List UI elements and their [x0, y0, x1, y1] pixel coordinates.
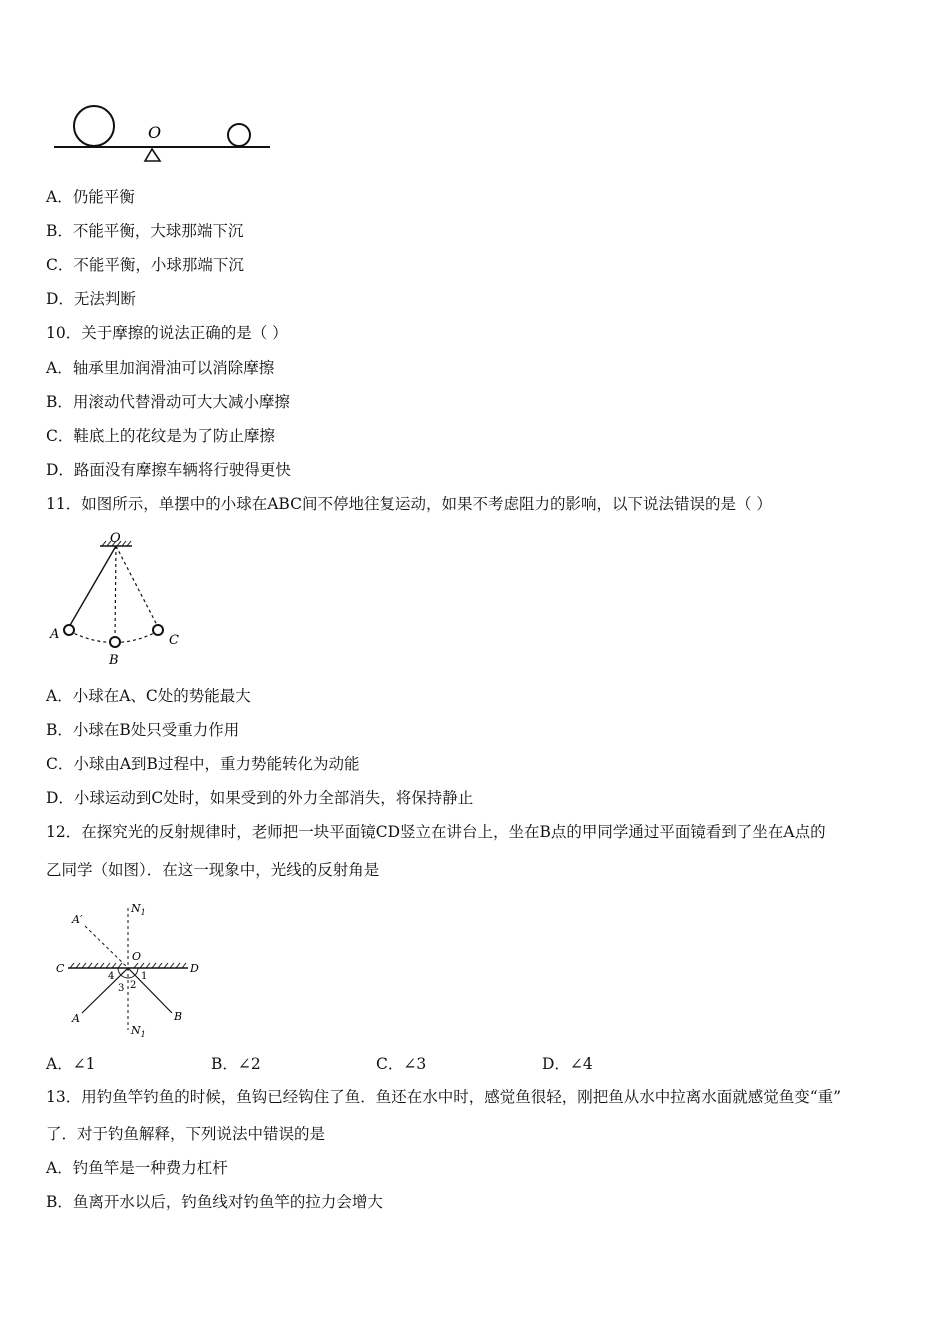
q10-option-b: B．用滚动代替滑动可大大减小摩擦: [46, 393, 290, 411]
pendulum-label-o: O: [110, 531, 121, 546]
pendulum-label-b: B: [109, 653, 119, 668]
string-to-c: [116, 546, 158, 627]
pivot-triangle: [145, 149, 160, 161]
label-n1-top: $N_1$: [131, 902, 146, 917]
big-ball: [74, 106, 114, 146]
q10-option-d: D．路面没有摩擦车辆将行驶得更快: [46, 461, 291, 479]
q11-option-b: B．小球在B处只受重力作用: [46, 721, 240, 739]
q10-option-c: C．鞋底上的花纹是为了防止摩擦: [46, 427, 275, 445]
reflection-figure: [50, 898, 210, 1043]
label-a-prime: A′: [72, 913, 83, 926]
q13-stem-line2: 了．对于钓鱼解释，下列说法中错误的是: [46, 1125, 326, 1143]
string-to-a: [69, 546, 116, 627]
q12-option-c: C．∠3: [376, 1055, 427, 1073]
label-b: B: [174, 1010, 183, 1023]
label-angle-1: 1: [141, 971, 148, 982]
pendulum-label-a: A: [50, 627, 60, 642]
q12-option-b: B．∠2: [211, 1055, 261, 1073]
q11-option-d: D．小球运动到C处时，如果受到的外力全部消失，将保持静止: [46, 789, 474, 807]
label-d: D: [190, 962, 199, 975]
q9-option-c: C．不能平衡，小球那端下沉: [46, 256, 244, 274]
ball-a: [64, 625, 74, 635]
q12-options-row: [46, 1052, 746, 1072]
q9-option-d: D．无法判断: [46, 290, 136, 308]
q10-option-a: A．轴承里加润滑油可以消除摩擦: [46, 359, 275, 377]
q9-option-b: B．不能平衡，大球那端下沉: [46, 222, 244, 240]
label-o: O: [132, 950, 142, 963]
pivot-label: O: [148, 123, 162, 142]
q11-stem: 11．如图所示，单摆中的小球在ABC间不停地往复运动，如果不考虑阻力的影响，以下说法错误的是（ ）: [46, 495, 772, 513]
q11-option-c: C．小球由A到B过程中，重力势能转化为动能: [46, 755, 360, 773]
q9-option-a: A．仍能平衡: [46, 188, 135, 206]
q11-option-a: A．小球在A、C处的势能最大: [46, 687, 251, 705]
label-c: C: [56, 962, 65, 975]
label-a: A: [72, 1012, 80, 1025]
pendulum-figure: [46, 530, 196, 670]
label-angle-3: 3: [118, 983, 125, 994]
q12-option-a: A．∠1: [46, 1055, 96, 1073]
q13-stem-line1: 13．用钓鱼竿钓鱼的时候，鱼钩已经钩住了鱼．鱼还在水中时，感觉鱼很轻，刚把鱼从水中拉离水面就感觉鱼变“重”: [46, 1088, 842, 1106]
label-angle-2: 2: [130, 980, 137, 991]
q13-option-b: B．鱼离开水以后，钓鱼线对钓鱼竿的拉力会增大: [46, 1193, 383, 1211]
q12-stem-line1: 12．在探究光的反射规律时，老师把一块平面镜CD竖立在讲台上，坐在B点的甲同学通过平面镜看到了坐在A点的: [46, 823, 826, 841]
label-angle-4: 4: [108, 971, 115, 982]
q13-option-a: A．钓鱼竿是一种费力杠杆: [46, 1159, 228, 1177]
string-to-b: [115, 546, 116, 638]
pendulum-label-c: C: [169, 633, 179, 648]
q12-stem-line2: 乙同学（如图）．在这一现象中，光线的反射角是: [46, 861, 380, 879]
balance-figure: [48, 104, 278, 166]
ball-c: [153, 625, 163, 635]
ball-b: [110, 637, 120, 647]
q10-stem: 10．关于摩擦的说法正确的是（ ）: [46, 324, 288, 342]
virtual-ray: [85, 926, 128, 968]
small-ball: [228, 124, 250, 146]
q12-option-d: D．∠4: [542, 1055, 593, 1073]
label-n1-bottom: $N_1$: [131, 1024, 146, 1039]
